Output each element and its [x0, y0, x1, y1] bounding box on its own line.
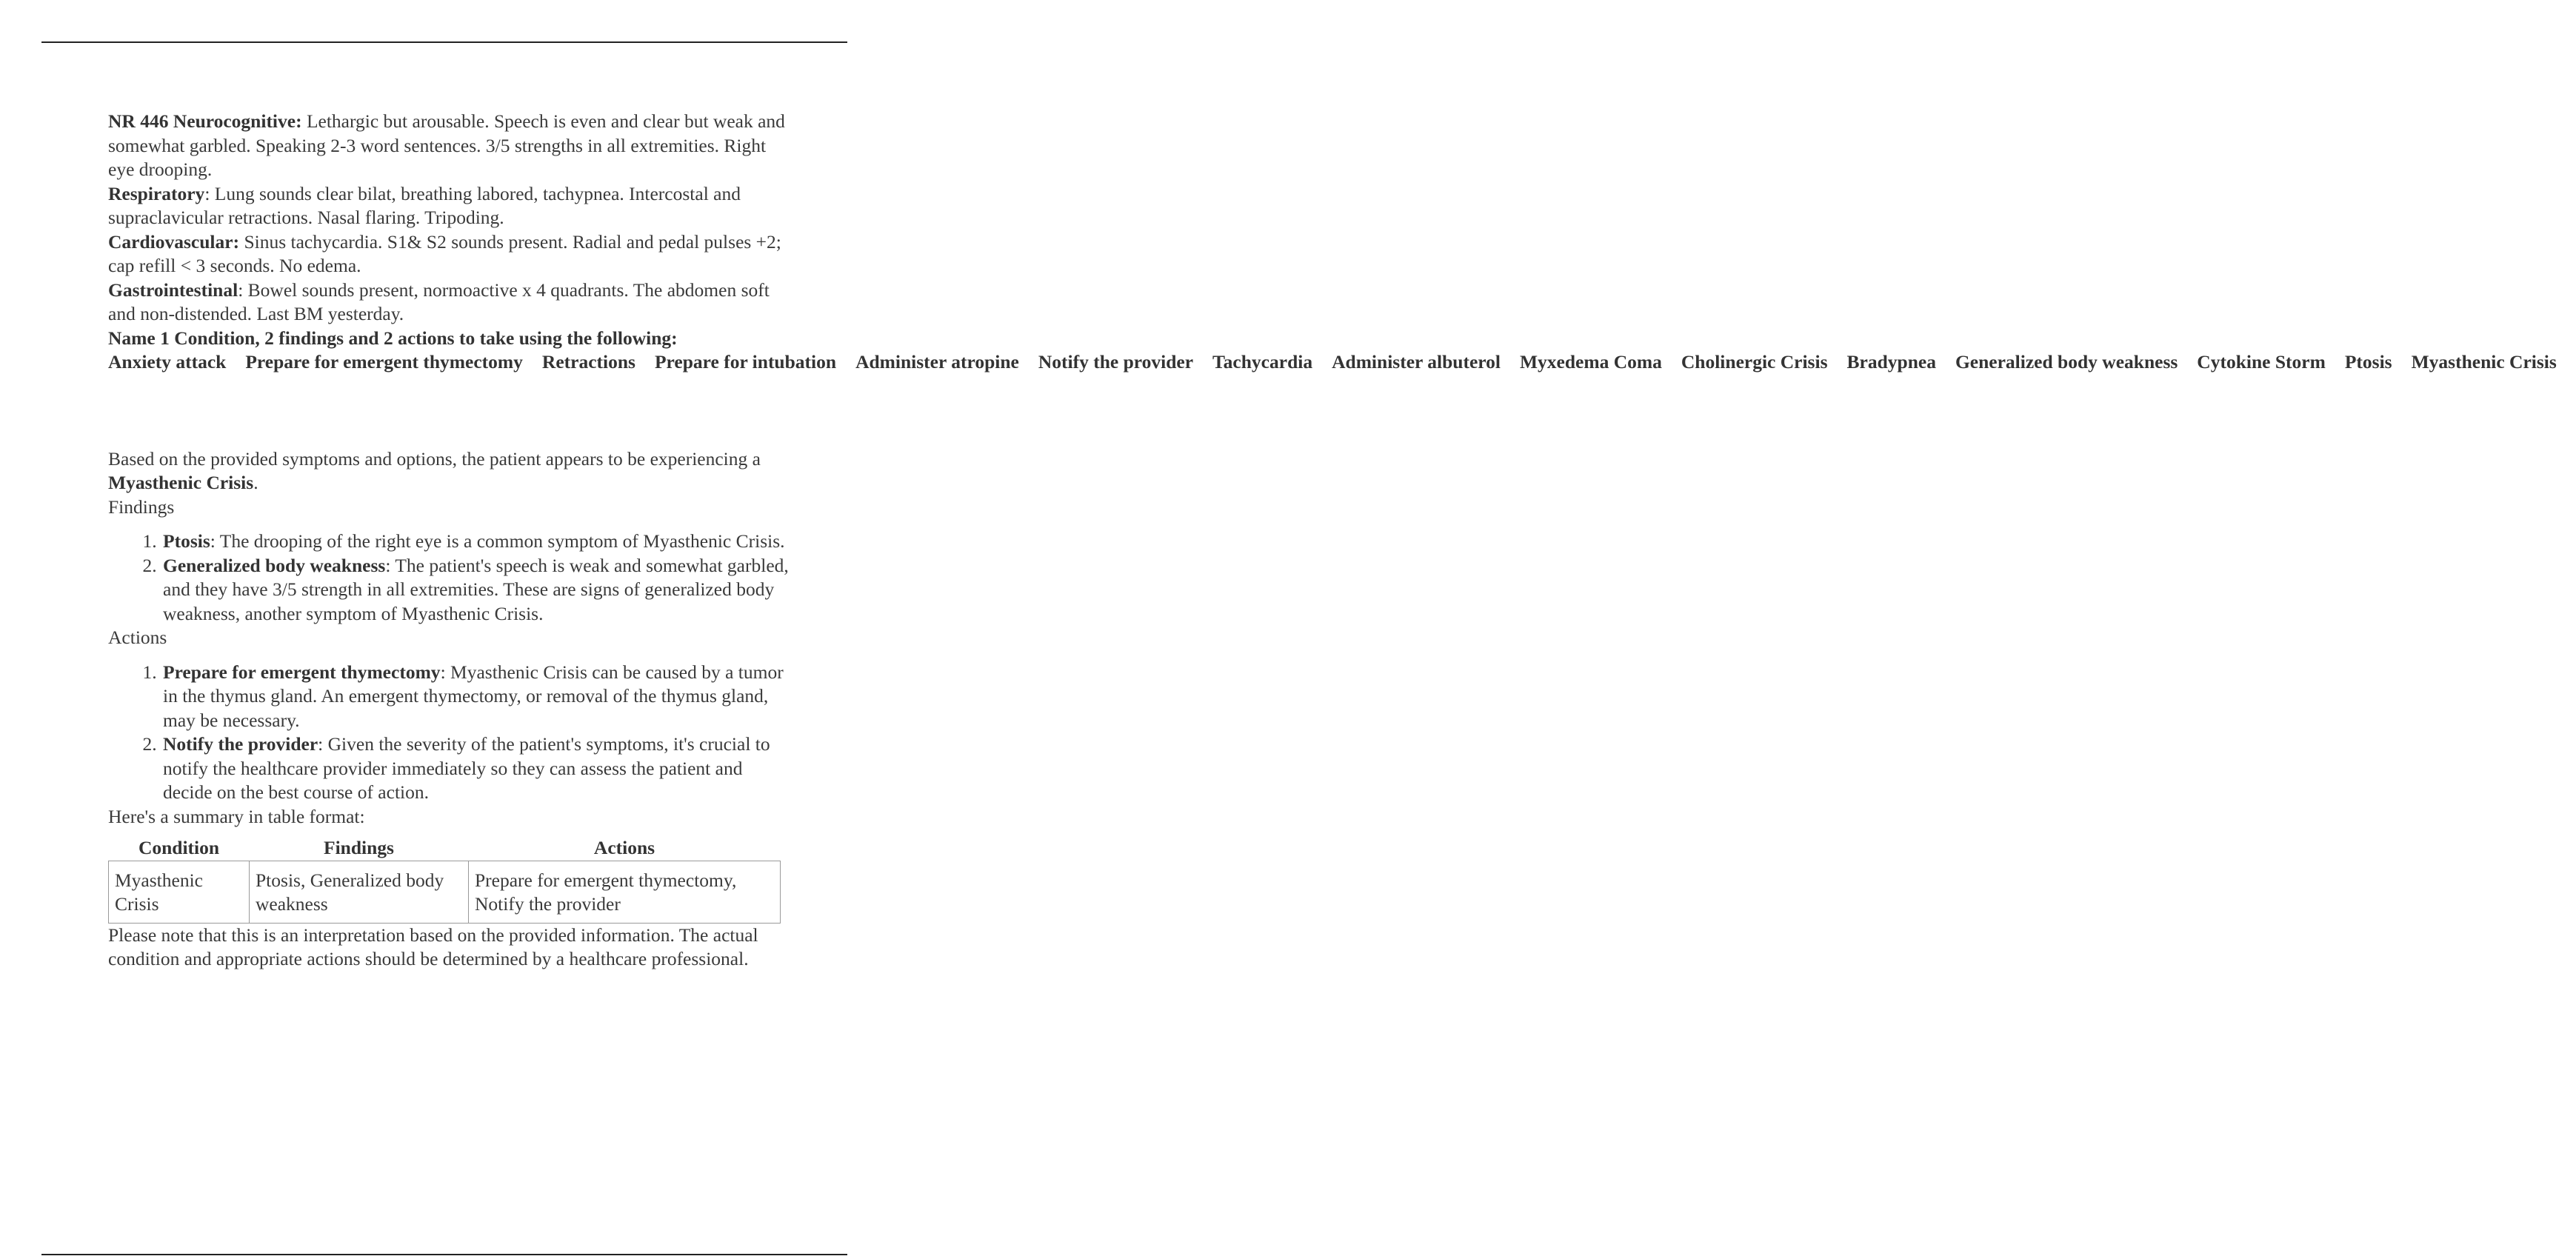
system-gastrointestinal: Gastrointestinal: Bowel sounds present, normoactive x 4 quadrants. The abdomen soft and non-distended. Last BM yesterday.	[108, 278, 770, 324]
option: Ptosis	[2344, 351, 2392, 373]
option: Cholinergic Crisis	[1681, 351, 1828, 373]
option: Notify the provider	[1038, 351, 1194, 373]
option: Generalized body weakness	[1955, 351, 2178, 373]
table-header: Findings	[324, 837, 394, 858]
answer-intro: Based on the provided symptoms and options, the patient appears to be experiencing a Myasthenic Crisis.	[108, 447, 761, 493]
table-cell: Myasthenic Crisis	[109, 861, 250, 923]
option: Retractions	[541, 351, 635, 373]
option: Anxiety attack	[108, 351, 227, 373]
option: Myasthenic Crisis	[2411, 351, 2557, 373]
spacer	[108, 375, 790, 447]
table-header: Condition	[138, 837, 220, 858]
table-header-row	[109, 833, 781, 861]
option: Administer atropine	[855, 351, 1019, 373]
system-neurocognitive: NR 446 Neurocognitive: Lethargic but arousable. Speech is even and clear but weak and somewhat garbled. Speaking 2-3 word sentences. 3/5 strengths in all extremities. Right eye drooping.	[108, 110, 785, 180]
actions-heading: Actions	[108, 627, 167, 648]
answer-condition: Myasthenic Crisis	[108, 472, 254, 493]
option: Myxedema Coma	[1519, 351, 1662, 373]
findings-list	[108, 530, 790, 626]
summary-intro: Here's a summary in table format:	[108, 805, 365, 827]
system-cardiovascular: Cardiovascular: Sinus tachycardia. S1& S2 sounds present. Radial and pedal pulses +2; cap refill < 3 seconds. No edema.	[108, 230, 781, 276]
table-row	[109, 861, 781, 923]
option: Cytokine Storm	[2197, 351, 2326, 373]
summary-table	[108, 833, 781, 924]
table-header: Actions	[593, 837, 655, 858]
option: Prepare for intubation	[654, 351, 837, 373]
actions-list	[108, 661, 790, 805]
table-cell: Ptosis, Generalized body weakness	[250, 861, 469, 923]
action-item: 2. Notify the provider: Given the severity of the patient's symptoms, it's crucial to notify the healthcare provider immediately so they can assess the patient and decide on the best course of action.	[161, 732, 790, 805]
action-item: 1. Prepare for emergent thymectomy: Myasthenic Crisis can be caused by a tumor in the thymus gland. An emergent thymectomy, or removal of the thymus gland, may be necessary.	[161, 661, 790, 733]
top-rule	[41, 41, 847, 43]
system-respiratory: Respiratory: Lung sounds clear bilat, breathing labored, tachypnea. Intercostal and supraclavicular retractions. Nasal flaring. Tripoding.	[108, 182, 741, 228]
table-cell: Prepare for emergent thymectomy, Notify the provider	[469, 861, 781, 923]
option: Bradypnea	[1846, 351, 1936, 373]
option: Administer albuterol	[1332, 351, 1501, 373]
options-list	[108, 350, 2557, 375]
question-prompt: Name 1 Condition, 2 findings and 2 actions to take using the following:	[108, 327, 678, 349]
document-body	[108, 110, 2557, 972]
option: Prepare for emergent thymectomy	[245, 351, 523, 373]
findings-heading: Findings	[108, 495, 175, 518]
finding-item: 1. Ptosis: The drooping of the right eye is a common symptom of Myasthenic Crisis.	[161, 530, 790, 554]
disclaimer-note: Please note that this is an interpretation based on the provided information. The actual condition and appropriate actions should be determined by a healthcare professional.	[108, 924, 758, 969]
option: Tachycardia	[1212, 351, 1313, 373]
bottom-rule	[41, 1254, 847, 1255]
finding-item: 2. Generalized body weakness: The patient's speech is weak and somewhat garbled, and they have 3/5 strength in all extremities. These are signs of generalized body weakness, another symptom of Myasthenic Crisis.	[161, 554, 790, 627]
